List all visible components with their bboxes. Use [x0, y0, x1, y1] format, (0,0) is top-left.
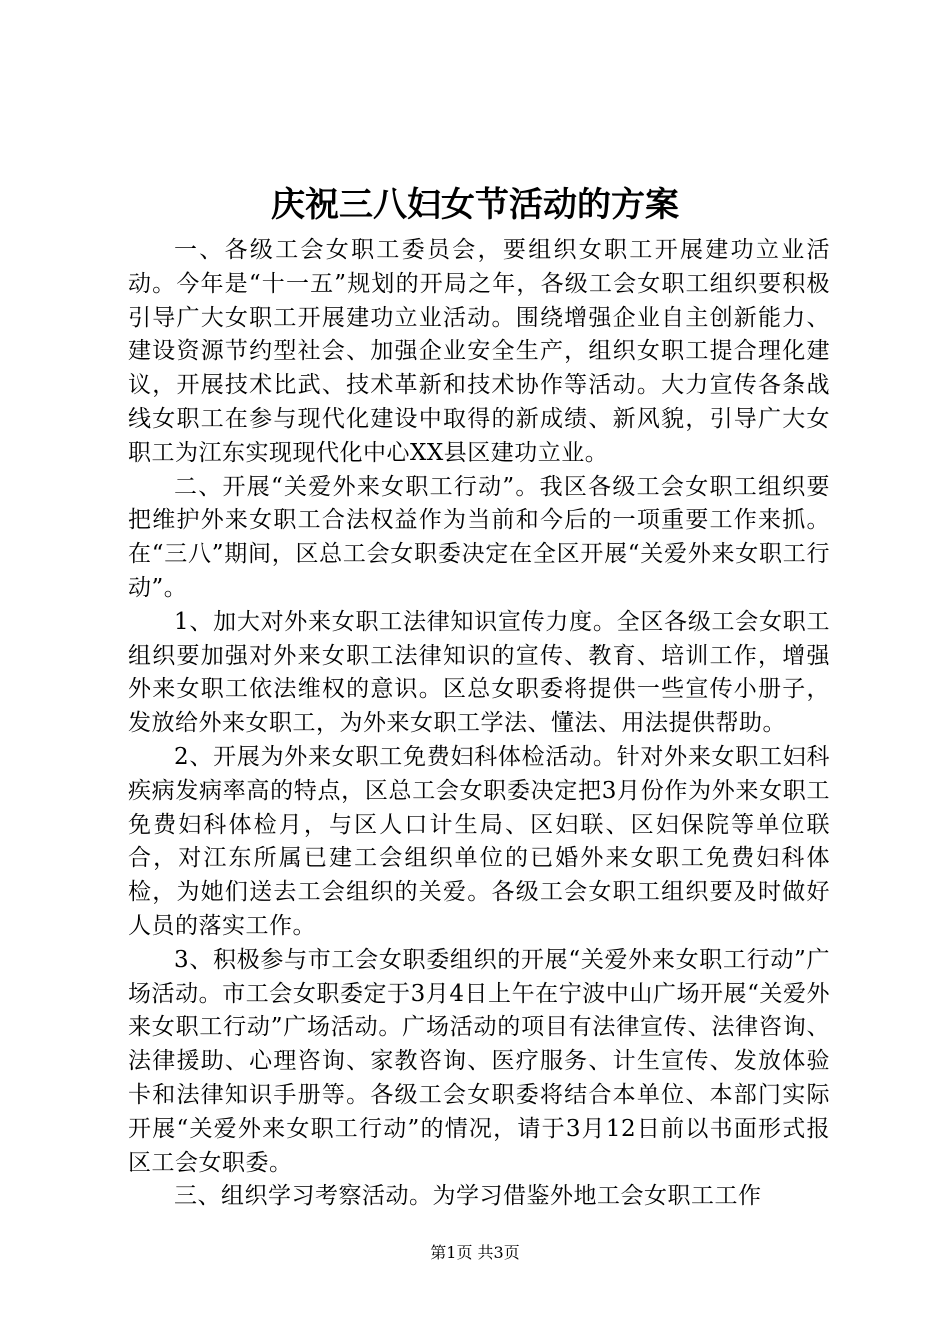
document-title: 庆祝三八妇女节活动的方案 — [271, 185, 679, 225]
paragraph-4: 2、开展为外来女职工免费妇科体检活动。针对外来女职工妇科疾病发病率高的特点，区总工会女职委决定把3月份作为外来女职工免费妇科体检月，与区人口计生局、区妇联、区妇保院等单位联合，对江东所属已建工会组织单位的已婚外来女职工免费妇科体检，为她们送去工会组织的关爱。各级工会女职工组织要及时做好人员的落实工作。 — [128, 743, 830, 939]
paragraph-5: 3、积极参与市工会女职委组织的开展“关爱外来女职工行动”广场活动。市工会女职委定于3月4日上午在宁波中山广场开展“关爱外来女职工行动”广场活动。广场活动的项目有法律宣传、法律咨询、法律援助、心理咨询、家教咨询、医疗服务、计生宣传、发放体验卡和法律知识手册等。各级工会女职委将结合本单位、本部门实际开展“关爱外来女职工行动”的情况，请于3月12日前以书面形式报区工会女职委。 — [128, 946, 830, 1176]
paragraph-3: 1、加大对外来女职工法律知识宣传力度。全区各级工会女职工组织要加强对外来女职工法律知识的宣传、教育、培训工作，增强外来女职工依法维权的意识。区总女职委将提供一些宣传小册子，发放给外来女职工，为外来女职工学法、懂法、用法提供帮助。 — [128, 608, 830, 737]
page-footer: 第1页 共3页 — [430, 1243, 520, 1262]
document-body — [128, 234, 830, 1214]
paragraph-6: 三、组织学习考察活动。为学习借鉴外地工会女职工工作 — [174, 1183, 762, 1210]
paragraph-1: 一、各级工会女职工委员会，要组织女职工开展建功立业活动。今年是“十一五”规划的开局之年，各级工会女职工组织要积极引导广大女职工开展建功立业活动。围绕增强企业自主创新能力、建设资源节约型社会、加强企业安全生产，组织女职工提合理化建议，开展技术比武、技术革新和技术协作等活动。大力宣传各条战线女职工在参与现代化建设中取得的新成绩、新风貌，引导广大女职工为江东实现现代化中心XX县区建功立业。 — [128, 237, 830, 466]
paragraph-2: 二、开展“关爱外来女职工行动”。我区各级工会女职工组织要把维护外来女职工合法权益作为当前和今后的一项重要工作来抓。在“三八”期间，区总工会女职委决定在全区开展“关爱外来女职工行动”。 — [128, 473, 830, 601]
